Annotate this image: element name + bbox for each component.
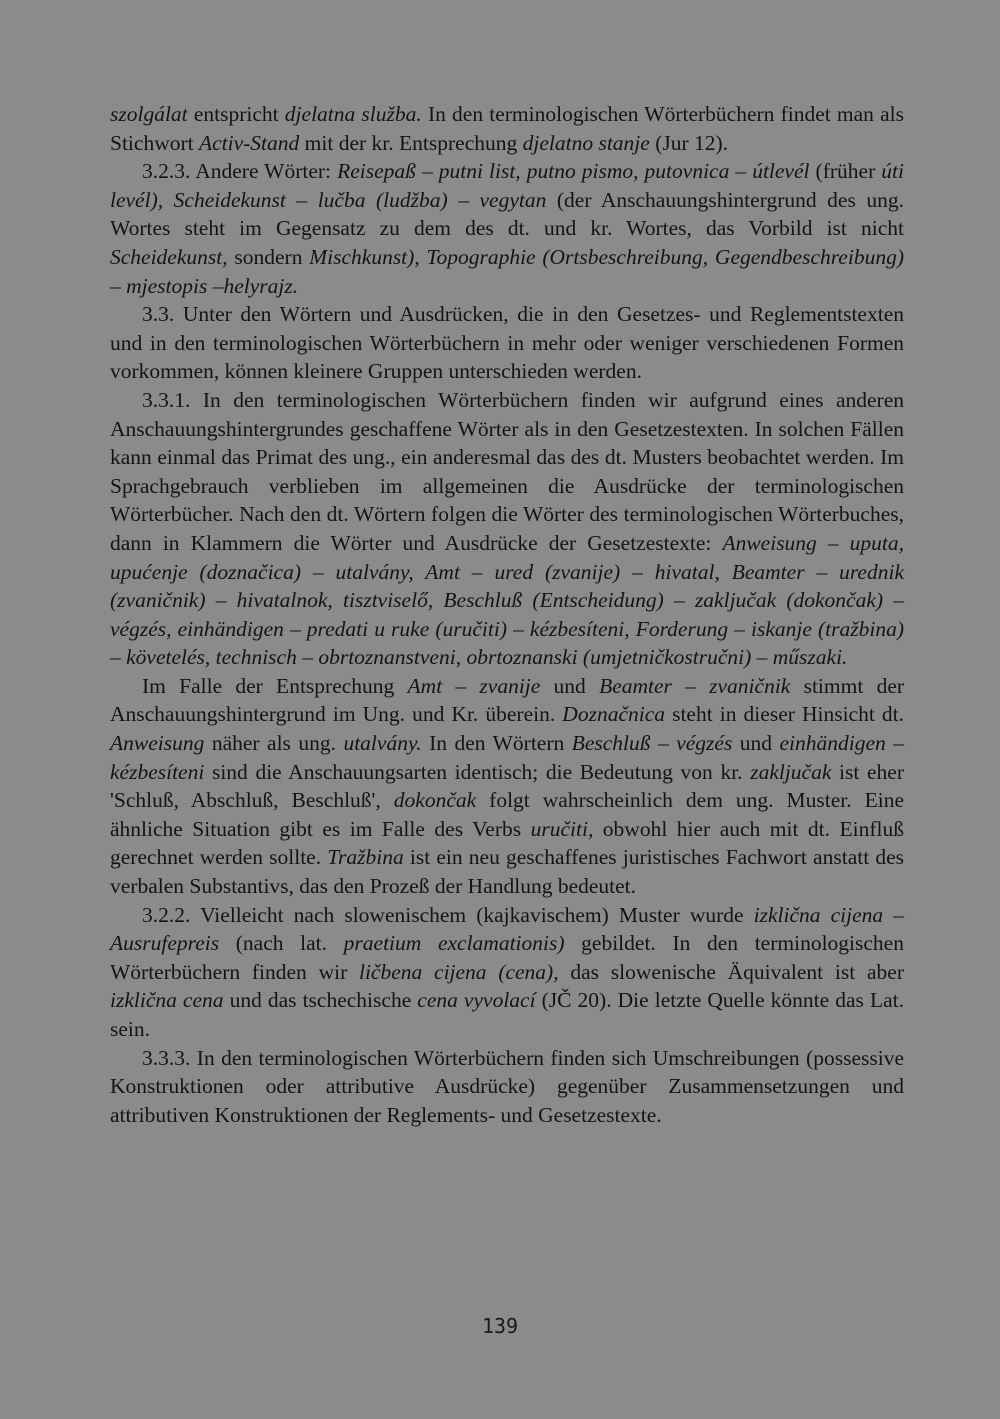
paragraph-p-im-falle: [110, 672, 904, 901]
text-run: Im Falle der Entsprechung: [142, 673, 408, 698]
text-run: (früher: [809, 159, 882, 184]
text-run: sind die Anschauungsarten identisch; die Bedeutung von kr.: [204, 759, 751, 784]
text-run: gebildet. In den terminologischen Wörterbüchern finden wir: [110, 931, 904, 984]
italic-term: einhändigen – kézbesíteni: [110, 731, 904, 784]
paragraph-p-3-3-3: [110, 1044, 904, 1130]
paragraph-p-3-3: [110, 300, 904, 386]
body-text: [110, 100, 904, 1129]
italic-term: utalvány.: [343, 731, 422, 756]
text-run: das slowenische Äquivalent ist aber: [558, 959, 904, 984]
text-run: ist ein neu geschaffenes juristisches Fachwort anstatt des verbalen Substantivs, das den Prozeß der Handlung bedeutet.: [110, 845, 904, 899]
italic-term: cena vyvolací: [417, 988, 536, 1013]
text-run: 3.2.2. Vielleicht nach slowenischem (kajkavischem) Muster wurde: [142, 902, 754, 927]
text-run: und: [540, 673, 600, 698]
text-run: In den Wörtern: [421, 731, 572, 756]
text-run: näher als ung.: [204, 731, 344, 756]
text-run: 3.2.3. Andere Wörter:: [142, 159, 338, 184]
italic-term: Anweisung: [110, 731, 205, 756]
paragraph-p-3-2-3: [110, 157, 904, 300]
text-run: und das tschechische: [223, 988, 418, 1013]
text-run: sondern: [227, 244, 310, 269]
italic-term: Mischkunst), Topographie (Ortsbeschreibung, Gegendbeschreibung) – mjestopis –helyrajz.: [110, 244, 904, 298]
italic-term: dokončak: [393, 788, 477, 813]
italic-term: Amt – zvanije: [407, 673, 541, 698]
italic-term: Reisepaß – putni list, putno pismo, putovnica – útlevél: [337, 159, 810, 184]
text-run: 3.3.3. In den terminologischen Wörterbüchern finden sich Umschreibungen (possessive Konstruktionen oder attributive Ausdrücke) gegenüber Zusammensetzungen und attributiven Konstruktionen der Reglements- und Gesetzestexte.: [110, 1045, 904, 1127]
italic-term: zaključak: [750, 759, 832, 784]
text-run: (der Anschauungshintergrund des ung. Wortes steht im Gegensatz zu dem des dt. und kr. Wortes, das Vorbild ist nicht: [110, 187, 904, 241]
italic-term: djelatno stanje: [522, 130, 650, 155]
page-number: 139: [481, 1314, 519, 1338]
text-run: (nach lat.: [219, 931, 344, 956]
text-run: stimmt der Anschauungshintergrund im Ung. und Kr. überein.: [110, 673, 905, 727]
paragraph-p-3-3-1: [110, 386, 904, 672]
text-run: folgt wahrscheinlich dem ung. Muster. Eine ähnliche Situation gibt es im Falle des Verbs: [110, 788, 904, 841]
italic-term: ličbena cijena (cena),: [358, 959, 559, 984]
text-run: (Jur 12).: [649, 130, 729, 155]
text-run: und: [732, 731, 780, 756]
italic-term: úti levél), Scheidekunst – lučba (ludžba) – vegytan: [110, 159, 904, 212]
text-run: 3.3. Unter den Wörtern und Ausdrücken, die in den Gesetzes- und Reglementstexten und in den terminologischen Wörterbüchern in mehr oder weniger verschiedenen Formen vorkommen, können kleinere Gruppen unterschieden werden.: [110, 302, 904, 384]
text-run: (JČ 20). Die letzte Quelle könnte das Lat. sein.: [110, 988, 904, 1041]
italic-term: uručiti,: [530, 816, 594, 841]
italic-term: Scheidekunst,: [110, 244, 228, 269]
paragraph-p-continuation: [110, 100, 904, 157]
text-run: entspricht: [187, 102, 285, 126]
text-run: 3.3.1. In den terminologischen Wörterbüchern finden wir aufgrund eines anderen Anschauungshintergrundes geschaffene Wörter als in den Gesetzestexten. In solchen Fällen kann einmal das Primat des ung., ein anderesmal das des dt. Musters beobachtet werden. Im Sprachgebrauch verblieben im allgemeinen die Ausdrücke der terminologischen Wörterbücher. Nach den dt. Wörtern folgen die Wörter des terminologischen Wörterbuches, dann in Klammern die Wörter und Ausdrücke der Gesetzestexte:: [110, 387, 904, 555]
italic-term: szolgálat: [110, 102, 188, 126]
italic-term: Anweisung – uputa, upućenje (doznačica) – utalvány, Amt – ured (zvanije) – hivatal, Beamter – urednik (zvaničnik) – hivatalnok, tisztviselő, Beschluß (Entscheidung) – zaključak (dokončak) –végzés, einhändigen – predati u ruke (uručiti) – kézbesíteni, Forderung – iskanje (tražbina) – követelés, technisch – obrtoznanstveni, obrtoznanski (umjetničkostručni) – műszaki.: [110, 530, 904, 670]
text-run: obwohl hier auch mit dt. Einfluß gerechnet werden sollte.: [110, 816, 904, 870]
italic-term: Doznačnica: [562, 702, 665, 727]
text-run: ist eher 'Schluß, Abschluß, Beschluß',: [110, 759, 904, 813]
text-run: mit der kr. Entsprechung: [299, 130, 523, 155]
italic-term: Beamter – zvaničnik: [599, 673, 791, 698]
text-run: steht in dieser Hinsicht dt.: [665, 702, 904, 727]
italic-term: djelatna služba.: [284, 102, 422, 126]
italic-term: Tražbina: [327, 845, 404, 870]
italic-term: Beschluß – végzés: [571, 731, 733, 756]
italic-term: izklična cijena – Ausrufepreis: [110, 902, 905, 956]
italic-term: izklična cena: [110, 988, 224, 1013]
italic-term: Activ-Stand: [198, 130, 300, 155]
paragraph-p-3-2-2: [110, 901, 904, 1044]
italic-term: praetium exclamationis): [343, 931, 565, 956]
text-run: In den terminologischen Wörterbüchern findet man als Stichwort: [110, 102, 904, 155]
